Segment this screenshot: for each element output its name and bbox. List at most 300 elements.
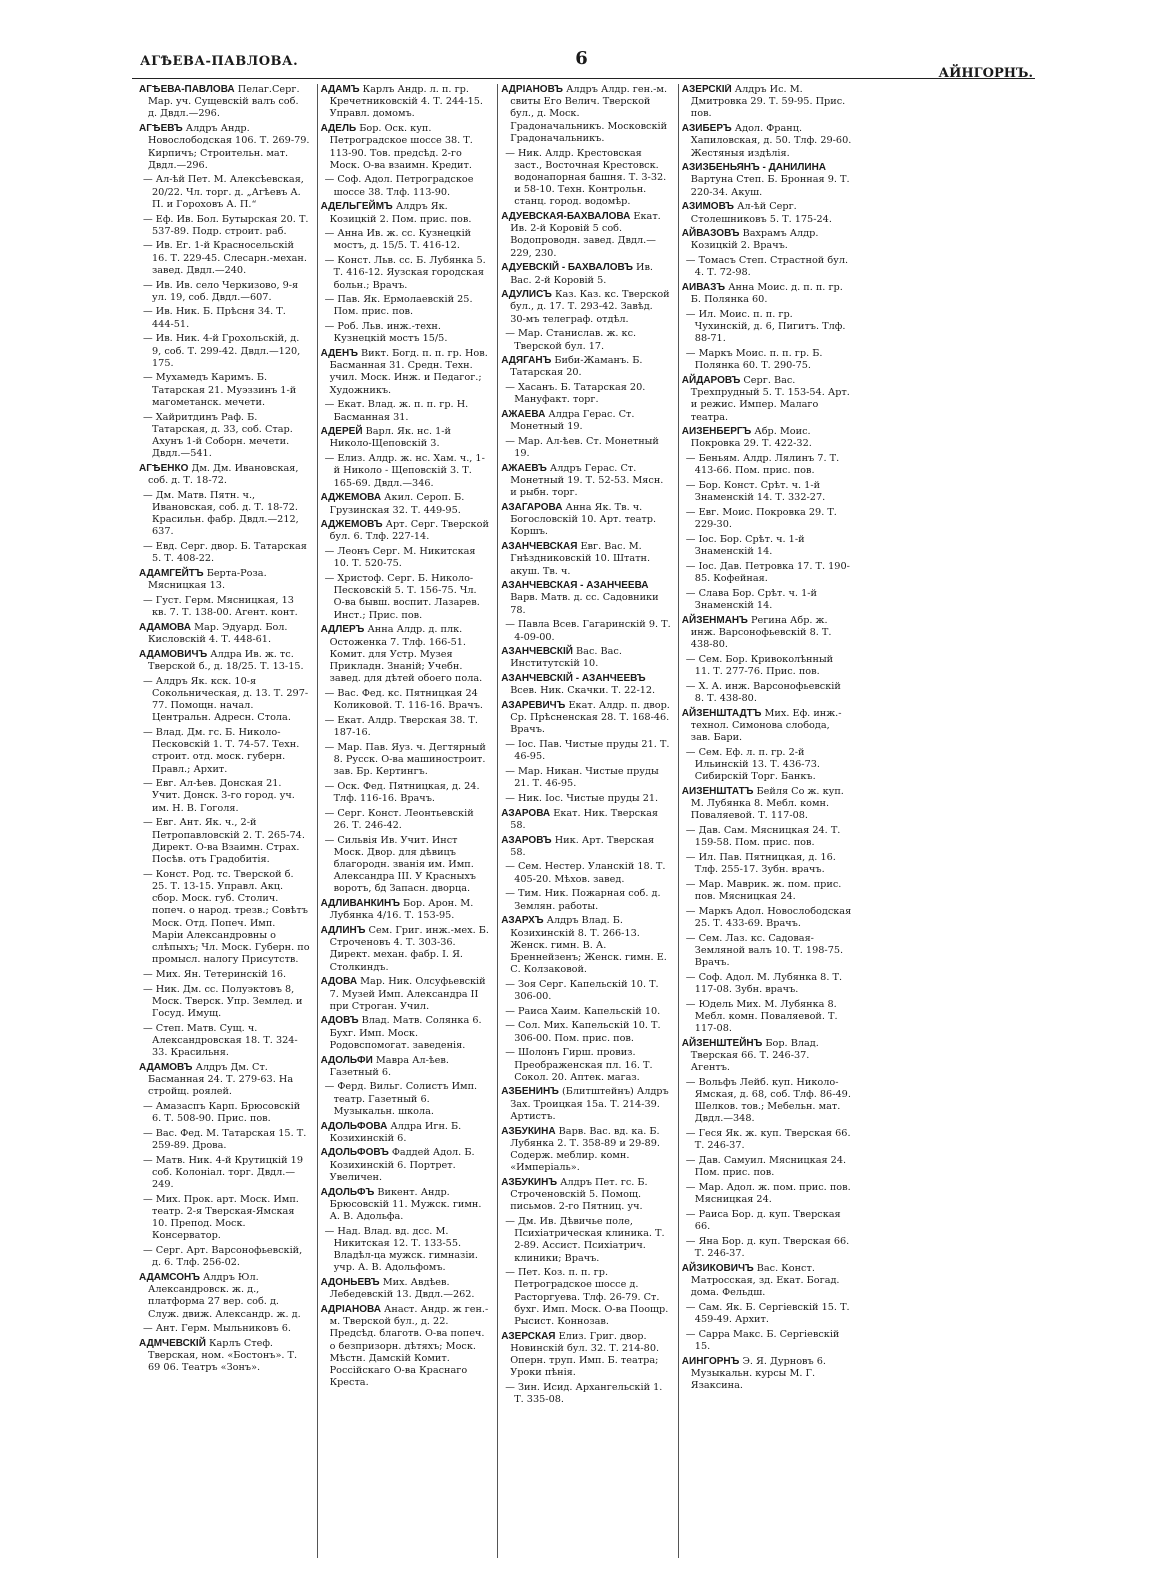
- ditto-dash: —: [685, 851, 699, 863]
- ditto-dash: —: [143, 594, 156, 606]
- entry-details: Серг. Арт. Варсонофьевскій, д. 6. Тлф. 256-02.: [152, 1245, 303, 1269]
- entry-surname: АЙЗИКОВИЧЪ: [681, 1262, 754, 1274]
- entry-details: Сем. Бор. Кривоколѣнный 11. Т. 277-76. Прис. пов.: [694, 653, 834, 677]
- directory-entry: [501, 888, 671, 912]
- entry-surname: АЗИБЕРЪ: [681, 123, 732, 135]
- entry-details: Мухамедъ Каримъ. Б. Татарская 21. Муэззинъ 1-й магометанск. мечети.: [152, 372, 297, 408]
- directory-entry: [682, 879, 852, 903]
- ditto-dash: —: [685, 1235, 699, 1247]
- directory-entry: [321, 492, 491, 516]
- entry-surname: АДРІАНОВЪ: [501, 84, 563, 95]
- entry-details: Карлъ Стеф. Тверская, ном. «Бостонъ». Т. 69 06. Театръ «Зонъ».: [148, 1338, 298, 1374]
- entry-surname: АДЕЛЬГЕЙМЪ: [320, 201, 393, 213]
- ditto-dash: —: [505, 1020, 518, 1032]
- entry-details: Ил. Моис. п. п. гр. Чухинскій, д. 6, Пигитъ. Тлф. 88-71.: [694, 308, 846, 345]
- directory-entry: [321, 453, 491, 490]
- ditto-dash: —: [685, 1076, 699, 1088]
- directory-entry: [321, 84, 491, 121]
- entry-details: Конст. Льв. сс. Б. Лубянка 5. Т. 416-12. Яузская городская больн.; Врачъ.: [333, 255, 486, 291]
- entry-details: Фаддей Адол. Б. Козихинскій 6. Портрет. Увеличен.: [329, 1147, 475, 1183]
- entry-details: Ник. Дм. сс. Полуэктовъ 8, Моск. Тверск. Упр. Землед. и Госуд. Имущ.: [152, 983, 303, 1019]
- column-1: [136, 84, 313, 1558]
- entry-details: Карлъ Андр. л. п. гр. Кречетниковскій 4. Т. 244-15. Управл. домомъ.: [329, 84, 484, 120]
- entry-details: Хайритдинъ Раф. Б. Татарская, д. 33, соб. Стар. Ахунъ 1-й Соборн. мечети. Двдл.—541.: [152, 411, 293, 460]
- entry-details: Алдръ Алдр. ген.-м. свиты Его Велич. Тверской бул., д. Моск. Градоначальникъ. Московскій Градоначальникъ.: [510, 84, 668, 144]
- entry-details: Евг. Ал-ѣев. Донская 21. Учит. Донск. 3-го город. уч. им. Н. В. Гоголя.: [152, 778, 295, 814]
- directory-entry: [321, 228, 491, 252]
- ditto-dash: —: [685, 878, 699, 890]
- entry-surname: АДОЛЬФЪ: [320, 1186, 375, 1198]
- entry-surname: АДАМОВИЧЪ: [139, 648, 208, 660]
- entry-surname: АЙЗЕНМАНЪ: [681, 614, 748, 626]
- entry-details: Сем. Еф. л. п. гр. 2-й Ильинскій 13. Т. 436-73. Сибирскій Торг. Банкъ.: [694, 746, 820, 783]
- directory-entry: [501, 262, 671, 286]
- directory-entry: [682, 786, 852, 823]
- directory-entry: [682, 1155, 852, 1179]
- directory-entry: [321, 742, 491, 779]
- entry-details: Павла Всев. Гагаринскій 9. Т. 4-09-00.: [514, 619, 671, 643]
- entry-details: Бор. Арон. М. Лубянка 4/16. Т. 153-95.: [329, 898, 474, 922]
- directory-entry: [321, 624, 491, 685]
- entry-surname: АИВАЗЪ: [681, 282, 726, 294]
- directory-entry: [682, 453, 852, 477]
- entry-details: Вас. Конст. Матросская, зд. Екат. Богад. дома. Фельдш.: [690, 1262, 840, 1298]
- entry-details: Іос. Бор. Срѣт. ч. 1-й Знаменскій 14.: [694, 533, 805, 558]
- entry-details: Мар. Ник. Олсуфьевскій 7. Музей Имп. Александра II при Строган. Учил.: [329, 976, 486, 1012]
- entry-surname: АДУЕВСКІЙ - БАХВАЛОВЪ: [501, 262, 633, 274]
- entry-details: Сем. Григ. инж.-мех. Б. Строченовъ 4. Т. 303-36. Директ. механ. фабр. І. Я. Столкиндъ.: [329, 925, 489, 973]
- entry-details: Яна Бор. д. куп. Тверская 66. Т. 246-37.: [694, 1235, 850, 1259]
- ditto-dash: —: [685, 507, 699, 518]
- entry-details: Вас. Вас. Институтскій 10.: [510, 646, 622, 670]
- entry-details: Алдръ Дм. Ст. Басманная 24. Т. 279-63. На стройщ. роялей.: [148, 1061, 294, 1098]
- entry-details: Биби-Жаманъ. Б. Татарская 20.: [510, 355, 643, 379]
- directory-entry: [682, 84, 852, 121]
- entry-surname: АЗАНЧЕВСКІЙ: [501, 646, 573, 658]
- ditto-dash: —: [505, 619, 518, 631]
- directory-entry: [139, 306, 310, 330]
- entry-details: Сарра Макс. Б. Сергіевскій 15.: [694, 1328, 840, 1352]
- directory-entry: [682, 999, 852, 1036]
- directory-entry: [501, 1020, 671, 1044]
- entry-details: Серг. Вас. Трехпрудный 5. Т. 153-54. Арт. и режис. Импер. Малаго театра.: [690, 374, 850, 423]
- directory-entry: [501, 289, 671, 326]
- directory-entry: [321, 1081, 491, 1118]
- entry-details: Каз. Каз. кс. Тверской бул., д. 17. Т. 293-42. Завѣд. 30-мъ телеграф. отдѣл.: [510, 289, 670, 325]
- directory-entry: [139, 1062, 310, 1099]
- ditto-dash: —: [143, 411, 156, 423]
- entry-details: Дав. Самуил. Мясницкая 24. Пом. прис. пов.: [694, 1154, 847, 1179]
- entry-details: Евг. Вас. М. Гнѣздниковскій 10. Штатн. акуш. Тв. ч.: [510, 541, 651, 577]
- entry-details: Слава Бор. Срѣт. ч. 1-й Знаменскій 14.: [694, 587, 817, 611]
- entry-details: Ив. Ег. 1-й Красносельскій 16. Т. 229-45. Слесарн.-механ. завед. Двдл.—240.: [152, 240, 307, 276]
- entry-details: Сол. Мих. Капельскій 10. Т. 306-00. Пом. прис. пов.: [514, 1020, 661, 1044]
- entry-surname: АИНГОРНЪ: [681, 1355, 740, 1367]
- directory-entry: [501, 835, 671, 859]
- entry-details: Пет. Коз. п. п. гр. Петроградское шоссе д. Расторгуева. Тлф. 26-79. Ст. бухг. Имп. Моск. О-ва Поощр. Рысист. Коннозав.: [514, 1267, 669, 1328]
- entry-details: Степ. Матв. Сущ. ч. Александровская 18. Т. 324-33. Красильня.: [152, 1022, 298, 1059]
- ditto-dash: —: [143, 174, 156, 186]
- directory-entry: [139, 463, 310, 487]
- ditto-dash: —: [143, 1154, 156, 1166]
- ditto-dash: —: [143, 1127, 156, 1139]
- entry-details: Алдръ Герас. Ст. Монетный 19. Т. 52-53. Мясн. и рыбн. торг.: [510, 462, 664, 499]
- directory-entry: [682, 375, 852, 424]
- directory-entry: [501, 646, 671, 670]
- entry-surname: АДЖЕМОВА: [320, 492, 382, 504]
- ditto-dash: —: [143, 240, 156, 252]
- entry-surname: АЗАРХЪ: [501, 915, 544, 927]
- entry-details: Анаст. Андр. ж ген.-м. Тверской бул., д. 22. Предсѣд. благотв. О-ва попеч. о безпризорн. дѣтяхъ; Моск. Мѣстн. Дамскій Комит. Россійскаго О-ва Краснаго Креста.: [329, 1303, 489, 1389]
- directory-entry: [501, 328, 671, 352]
- directory-entry: [139, 214, 310, 238]
- entry-details: Ил. Пав. Пятницкая, д. 16. Тлф. 255-17. Зубн. врачъ.: [694, 851, 836, 875]
- entry-details: Зоя Серг. Капельскій 10. Т. 306-00.: [514, 978, 659, 1003]
- entry-surname: АДАМЪ: [320, 84, 360, 95]
- directory-entry: [139, 778, 310, 815]
- entry-details: Амазаспъ Карп. Брюсовскій 6. Т. 508-90. Прис. пов.: [152, 1100, 301, 1125]
- entry-details: Ник. Алдр. Крестовская заст., Восточная Крестовск. водонапорная башня. Т. 3-32. и 58-10. Техн. Контрольн. станц. город. водомѣр.: [514, 147, 667, 208]
- entry-details: Акил. Сероп. Б. Грузинская 32. Т. 449-95.: [329, 492, 465, 516]
- directory-entry: [139, 280, 310, 304]
- entry-details: Мар. Маврик. ж. пом. прис. пов. Мясницкая 24.: [694, 878, 842, 902]
- ditto-dash: —: [685, 453, 699, 465]
- entry-details: Дм. Ив. Дѣвичье поле, Психіатрическая клиника. Т. 2-89. Ассист. Психіатрич. клиники; Врачъ.: [514, 1215, 665, 1264]
- entry-details: Шолонъ Гирш. провиз. Преображенская пл. 16. Т. Сокол. 20. Аптек. магаз.: [514, 1047, 653, 1083]
- directory-entry: [682, 588, 852, 612]
- entry-details: Соф. Адол. М. Лубянка 8. Т. 117-08. Зубн. врачъ.: [694, 971, 843, 995]
- ditto-dash: —: [685, 255, 699, 267]
- entry-details: Алдръ Юл. Александровск. ж. д., платформа 27 вер. соб. д. Служ. движ. Александр. ж. д.: [148, 1271, 301, 1320]
- directory-entry: [501, 1086, 671, 1123]
- ditto-dash: —: [685, 932, 699, 944]
- ditto-dash: —: [505, 888, 518, 900]
- entry-details: Анна Моис. д. п. п. гр. Б. Полянка 60.: [690, 282, 843, 306]
- column-2: [317, 84, 494, 1558]
- entry-details: Анна Як. Тв. ч. Богословскій 10. Арт. театр. Коршъ.: [510, 502, 657, 538]
- directory-entry: [682, 654, 852, 678]
- entry-details: Вартуна Степ. Б. Бронная 9. Т. 220-34. Акуш.: [690, 174, 850, 198]
- directory-entry: [139, 649, 310, 673]
- entry-surname: АГѢЕВА-ПАВЛОВА: [139, 84, 235, 95]
- entry-surname: АЙДАРОВЪ: [681, 374, 741, 386]
- directory-entry: [682, 1329, 852, 1353]
- entry-surname: АЗБУКИНЪ: [501, 1176, 558, 1188]
- ditto-dash: —: [143, 817, 156, 829]
- ditto-dash: —: [143, 983, 156, 995]
- entry-surname: АЗАНЧЕВСКАЯ - АЗАНЧЕЕВА: [501, 580, 649, 592]
- ditto-dash: —: [324, 807, 338, 819]
- entry-details: Евг. Моис. Покровка 29. Т. 229-30.: [694, 507, 837, 531]
- entry-details: Регина Абр. ж. инж. Варсонофьевскій 8. Т. 438-80.: [690, 614, 832, 651]
- ditto-dash: —: [143, 675, 156, 687]
- directory-entry: [682, 972, 852, 996]
- directory-entry: [501, 502, 671, 539]
- entry-details: Алдръ Як. кск. 10-я Сокольническая, д. 13. Т. 297-77. Помощн. начал. Центральн. Адресн. Стола.: [152, 675, 309, 724]
- ditto-dash: —: [324, 321, 338, 333]
- directory-entry: [139, 541, 310, 565]
- directory-entry: [501, 915, 671, 976]
- entry-surname: АЗЕРСКІЙ: [681, 84, 732, 95]
- ditto-dash: —: [143, 372, 156, 384]
- directory-entry: [501, 1331, 671, 1380]
- entry-details: Серг. Конст. Леонтьевскій 26. Т. 246-42.: [333, 807, 474, 831]
- entry-details: Мар. Никан. Чистые пруды 21. Т. 46-95.: [514, 766, 659, 790]
- entry-surname: АДРІАНОВА: [320, 1303, 381, 1315]
- ditto-dash: —: [324, 834, 338, 846]
- entry-details: Сам. Як. Б. Сергіевскій 15. Т. 459-49. Архит.: [694, 1301, 850, 1325]
- entry-details: Алдръ Пет. гс. Б. Строченовскій 5. Помощ. письмов. 2-го Пятниц. уч.: [510, 1176, 648, 1213]
- directory-entry: [139, 869, 310, 967]
- directory-entry: [682, 228, 852, 252]
- directory-entry: [682, 1038, 852, 1075]
- entry-details: Дав. Сам. Мясницкая 24. Т. 159-58. Пом. прис. пов.: [694, 824, 841, 849]
- ditto-dash: —: [143, 968, 156, 980]
- ditto-dash: —: [505, 1267, 518, 1279]
- entry-surname: АГѢЕВЪ: [139, 123, 183, 135]
- directory-entry: [501, 1177, 671, 1214]
- entry-surname: АДЛЕРЪ: [320, 624, 365, 636]
- entry-details: Алдръ Ис. М. Дмитровка 29. Т. 59-95. Прис. пов.: [690, 84, 846, 120]
- entry-details: Елиз. Григ. двор. Новинскій бул. 32. Т. 214-80. Оперн. труп. Имп. Б. театра; Уроки пѣнія.: [510, 1330, 660, 1379]
- running-header: [130, 48, 1033, 81]
- directory-entry: [682, 933, 852, 970]
- directory-entry: [501, 148, 671, 209]
- entry-details: Роб. Льв. инж.-техн. Кузнецкій мостъ 15/5.: [333, 321, 448, 345]
- directory-entry: [139, 372, 310, 409]
- directory-entry: [682, 282, 852, 306]
- directory-entry: [682, 561, 852, 585]
- entry-details: Ив. Вас. 2-й Коровій 5.: [510, 262, 653, 286]
- directory-entry: [321, 1304, 491, 1389]
- entry-surname: АДАМГЕЙТЪ: [139, 568, 204, 580]
- ditto-dash: —: [324, 1081, 338, 1093]
- entry-details: Ив. Ник. Б. Прѣсня 34. Т. 444-51.: [152, 306, 286, 330]
- ditto-dash: —: [324, 174, 338, 186]
- directory-entry: [321, 399, 491, 423]
- entry-details: Раиса Бор. д. куп. Тверская 66.: [694, 1208, 841, 1232]
- entry-surname: АЗАГАРОВА: [501, 502, 563, 513]
- entry-surname: АЗИЗБЕНЬЯНЪ - ДАНИЛИНА: [681, 162, 827, 174]
- entry-details: Беньям. Алдр. Лялинъ 7. Т. 413-66. Пом. прис. пов.: [694, 453, 840, 477]
- directory-entry: [139, 676, 310, 725]
- entry-details: Ник. Арт. Тверская 58.: [510, 834, 655, 858]
- directory-entry: [321, 1187, 491, 1224]
- entry-details: Мих. Еф. инж.-технол. Симонова слобода, зав. Бари.: [690, 707, 842, 743]
- entry-surname: АИЗЕНБЕРГЪ: [681, 426, 752, 438]
- directory-entry: [682, 162, 852, 199]
- entry-surname: АДЛИНЪ: [320, 925, 366, 936]
- entry-details: Еф. Ив. Бол. Бутырская 20. Т. 537-89. Подр. строит. раб.: [152, 213, 309, 237]
- entry-surname: АЖАЕВА: [501, 409, 546, 421]
- directory-entry: [139, 240, 310, 277]
- entry-details: Хасанъ. Б. Татарская 20. Мануфакт. торг.: [514, 382, 646, 406]
- entry-surname: АДМЧЕВСКІЙ: [139, 1338, 206, 1349]
- entry-details: Екат. Ив. 2-й Коровій 5 соб. Водопроводн. завед. Двдл.—229, 230.: [510, 211, 661, 259]
- entry-surname: АЗЕРСКАЯ: [501, 1330, 556, 1342]
- entry-details: Влад. Дм. гс. Б. Николо-Песковскій 1. Т. 74-57. Техн. строит. отд. моск. губерн. Правл.; Архит.: [152, 726, 300, 775]
- ditto-dash: —: [143, 1323, 156, 1335]
- directory-entry: [321, 426, 491, 450]
- ditto-dash: —: [685, 1328, 699, 1340]
- entry-surname: АДЖЕМОВЪ: [320, 519, 383, 531]
- directory-entry: [501, 463, 671, 500]
- ditto-dash: —: [685, 1128, 699, 1140]
- entry-surname: АДАМОВЪ: [139, 1061, 193, 1073]
- entry-details: Мар. Адол. ж. пом. прис. пов. Мясницкая 24.: [694, 1181, 851, 1206]
- entry-details: Христоф. Серг. Б. Николо-Песковскій 5. Т. 156-75. Чл. О-ва бывш. воспит. Лазарев. Инст.; Прис. пов.: [333, 573, 480, 621]
- ditto-dash: —: [143, 1100, 156, 1112]
- entry-details: Дм. Дм. Ивановская, соб. д. Т. 18-72.: [148, 462, 299, 487]
- entry-details: Вольфъ Лейб. куп. Николо-Ямская, д. 68, соб. Тлф. 86-49. Шелков. тов.; Мебельн. мат. Двдл.—348.: [694, 1076, 851, 1125]
- directory-entry: [321, 546, 491, 570]
- entry-surname: АДОЛЬФОВЪ: [320, 1147, 389, 1159]
- ditto-dash: —: [143, 1245, 156, 1257]
- entry-surname: АДАМОВА: [139, 621, 191, 633]
- entry-details: Оск. Фед. Пятницкая, д. 24. Тлф. 116-16. Врачъ.: [333, 780, 480, 804]
- ditto-dash: —: [685, 824, 699, 836]
- entry-details: Вас. Фед. кс. Пятницкая 24 Коликовой. Т. 116-16. Врачъ.: [333, 687, 483, 712]
- directory-entry: [501, 1267, 671, 1328]
- ditto-dash: —: [505, 1215, 518, 1227]
- entry-surname: АДЯГАНЪ: [501, 355, 552, 367]
- entry-details: Ив. Ив. село Черкизово, 9-я ул. 19, соб. Двдл.—607.: [152, 279, 299, 303]
- ditto-dash: —: [685, 348, 699, 360]
- directory-entry: [139, 84, 310, 121]
- ditto-dash: —: [143, 279, 156, 291]
- entry-details: Алдра Ив. ж. тс. Тверской б., д. 18/25. Т. 13-15.: [148, 648, 304, 672]
- entry-details: Мар. Ал-ѣев. Ст. Монетный 19.: [514, 435, 659, 460]
- directory-entry: [321, 294, 491, 318]
- directory-entry: [501, 1126, 671, 1175]
- ditto-dash: —: [505, 861, 518, 873]
- entry-details: Сем. Лаз. кс. Садовая-Земляной валъ 10. Т. 198-75. Врачъ.: [694, 932, 844, 968]
- directory-entry: [139, 568, 310, 592]
- ditto-dash: —: [324, 294, 338, 306]
- directory-entry: [501, 619, 671, 643]
- entry-surname: АДЕРЕЙ: [320, 426, 363, 438]
- entry-details: Варл. Як. нс. 1-й Николо-Щеповскій 3.: [329, 426, 451, 450]
- directory-entry: [682, 747, 852, 784]
- entry-surname: АЙЗЕНШТЕЙНЪ: [681, 1037, 763, 1049]
- header-rule: [132, 78, 1035, 79]
- ditto-dash: —: [685, 1208, 699, 1220]
- entry-details: Мар. Станислав. ж. кс. Тверской бул. 17.: [514, 328, 637, 352]
- directory-entry: [501, 1047, 671, 1084]
- entry-details: Екат. Влад. ж. п. п. гр. Н. Басманная 31.: [333, 399, 469, 423]
- directory-entry: [139, 1272, 310, 1321]
- directory-entry: [682, 201, 852, 225]
- directory-entry: [682, 1128, 852, 1152]
- ditto-dash: —: [685, 905, 699, 917]
- entry-surname: АДОЛЬФОВА: [320, 1120, 388, 1132]
- directory-entry: [501, 808, 671, 832]
- ditto-dash: —: [505, 792, 518, 804]
- entry-surname: АЗАРОВЪ: [501, 834, 552, 846]
- entry-details: Евг. Ант. Як. ч., 2-й Петропавловскій 2. Т. 265-74. Директ. О-ва Взаимн. Страх. Посѣв. отъ Градобитія.: [152, 817, 305, 865]
- directory-entry: [321, 898, 491, 922]
- entry-details: Густ. Герм. Мясницкая, 13 кв. 7. Т. 138-00. Агент. конт.: [152, 594, 298, 619]
- directory-entry: [682, 1182, 852, 1206]
- ditto-dash: —: [505, 382, 518, 394]
- directory-entry: [682, 534, 852, 558]
- directory-entry: [139, 1155, 310, 1192]
- directory-entry: [682, 708, 852, 745]
- directory-entry: [682, 852, 852, 876]
- entry-details: Екат. Алдр. п. двор. Ср. Прѣсненская 28. Т. 168-46. Врачъ.: [510, 700, 670, 736]
- entry-details: Сем. Нестер. Уланскій 18. Т. 405-20. Мѣхов. завед.: [514, 861, 666, 885]
- entry-details: Берта-Роза. Мясницкая 13.: [148, 568, 267, 592]
- ditto-dash: —: [505, 739, 518, 751]
- entry-details: Юдель Мих. М. Лубянка 8. Мебл. комн. Поваляевой. Т. 117-08.: [694, 998, 838, 1034]
- entry-details: Ал-ѣй Серг. Столешниковъ 5. Т. 175-24.: [690, 201, 832, 225]
- entry-details: Алдръ Андр. Новослободская 106. Т. 269-79. Кирпичъ; Строительн. мат. Двдл.—296.: [148, 123, 310, 171]
- directory-entry: [139, 622, 310, 646]
- header-right-catchword: АЙНГОРНЪ.: [938, 66, 1033, 81]
- directory-entry: [501, 382, 671, 406]
- entry-details: Дм. Матв. Пятн. ч., Ивановская, соб. д. Т. 18-72. Красильн. фабр. Двдл.—212, 637.: [152, 489, 299, 538]
- directory-entry: [321, 1147, 491, 1184]
- directory-entry: [501, 1382, 671, 1406]
- column-3: [497, 84, 674, 1558]
- entry-details: Варв. Вас. вд. ка. Б. Лубянка 2. Т. 358-89 и 29-89. Содерж. меблир. комн. «Имперіаль».: [510, 1125, 660, 1174]
- entry-details: Алдръ Як. Козицкій 2. Пом. прис. пов.: [329, 201, 472, 225]
- ditto-dash: —: [505, 766, 518, 778]
- header-left-catchword: АГѢЕВА-ПАВЛОВА.: [140, 54, 299, 69]
- ditto-dash: —: [505, 1047, 518, 1059]
- entry-surname: АДЕНЪ: [320, 348, 358, 360]
- directory-entry: [139, 490, 310, 539]
- ditto-dash: —: [685, 533, 699, 545]
- entry-details: Евд. Серг. двор. Б. Татарская 5. Т. 408-22.: [152, 541, 307, 565]
- entry-surname: АДЛИВАНКИНЪ: [320, 898, 400, 910]
- entry-details: Маркъ Моис. п. п. гр. Б. Полянка 60. Т. 290-75.: [694, 348, 823, 372]
- ditto-dash: —: [324, 1225, 338, 1237]
- page-number: 6: [575, 48, 588, 69]
- directory-entry: [321, 201, 491, 225]
- directory-entry: [321, 519, 491, 543]
- ditto-dash: —: [143, 541, 156, 553]
- directory-entry: [682, 426, 852, 450]
- entry-details: Вахрамъ Алдр. Козицкій 2. Врачъ.: [690, 228, 819, 252]
- directory-entry: [682, 1209, 852, 1233]
- directory-entry: [321, 1277, 491, 1301]
- directory-entry: [321, 348, 491, 397]
- ditto-dash: —: [685, 308, 699, 320]
- entry-details: Мар. Эдуард. Бол. Кисловскій 4. Т. 448-61.: [148, 621, 288, 646]
- ditto-dash: —: [685, 587, 699, 599]
- ditto-dash: —: [324, 714, 338, 726]
- ditto-dash: —: [324, 780, 338, 792]
- entry-details: Мар. Пав. Яуз. ч. Дегтярный 8. Русск. О-ва машиностроит. зав. Бр. Кертингъ.: [333, 741, 486, 778]
- entry-details: Тим. Ник. Пожарная соб. д. Землян. работы.: [514, 888, 661, 912]
- directory-entry: [321, 925, 491, 974]
- entry-details: Пелаг.Серг. Мар. уч. Сущевскій валъ соб. д. Двдл.—296.: [148, 84, 300, 120]
- ditto-dash: —: [685, 680, 699, 692]
- directory-entry: [682, 123, 852, 160]
- entry-details: Екат. Ник. Тверская 58.: [510, 807, 659, 831]
- entry-details: Раиса Хаим. Капельскій 10.: [517, 1005, 661, 1017]
- entry-details: Пав. Як. Ермолаевскій 25. Пом. прис. пов.: [333, 294, 473, 318]
- ditto-dash: —: [143, 726, 156, 738]
- entry-details: Анна Ив. ж. сс. Кузнецкій мостъ, д. 15/5. Т. 416-12.: [333, 228, 472, 252]
- directory-entry: [501, 673, 671, 697]
- entry-details: Геся Як. ж. куп. Тверская 66. Т. 246-37.: [694, 1128, 851, 1152]
- entry-details: Абр. Моис. Покровка 29. Т. 422-32.: [690, 426, 812, 450]
- entry-details: Вас. Фед. М. Татарская 15. Т. 259-89. Дрова.: [152, 1127, 307, 1151]
- directory-columns: [136, 84, 1035, 1558]
- ditto-dash: —: [324, 546, 338, 558]
